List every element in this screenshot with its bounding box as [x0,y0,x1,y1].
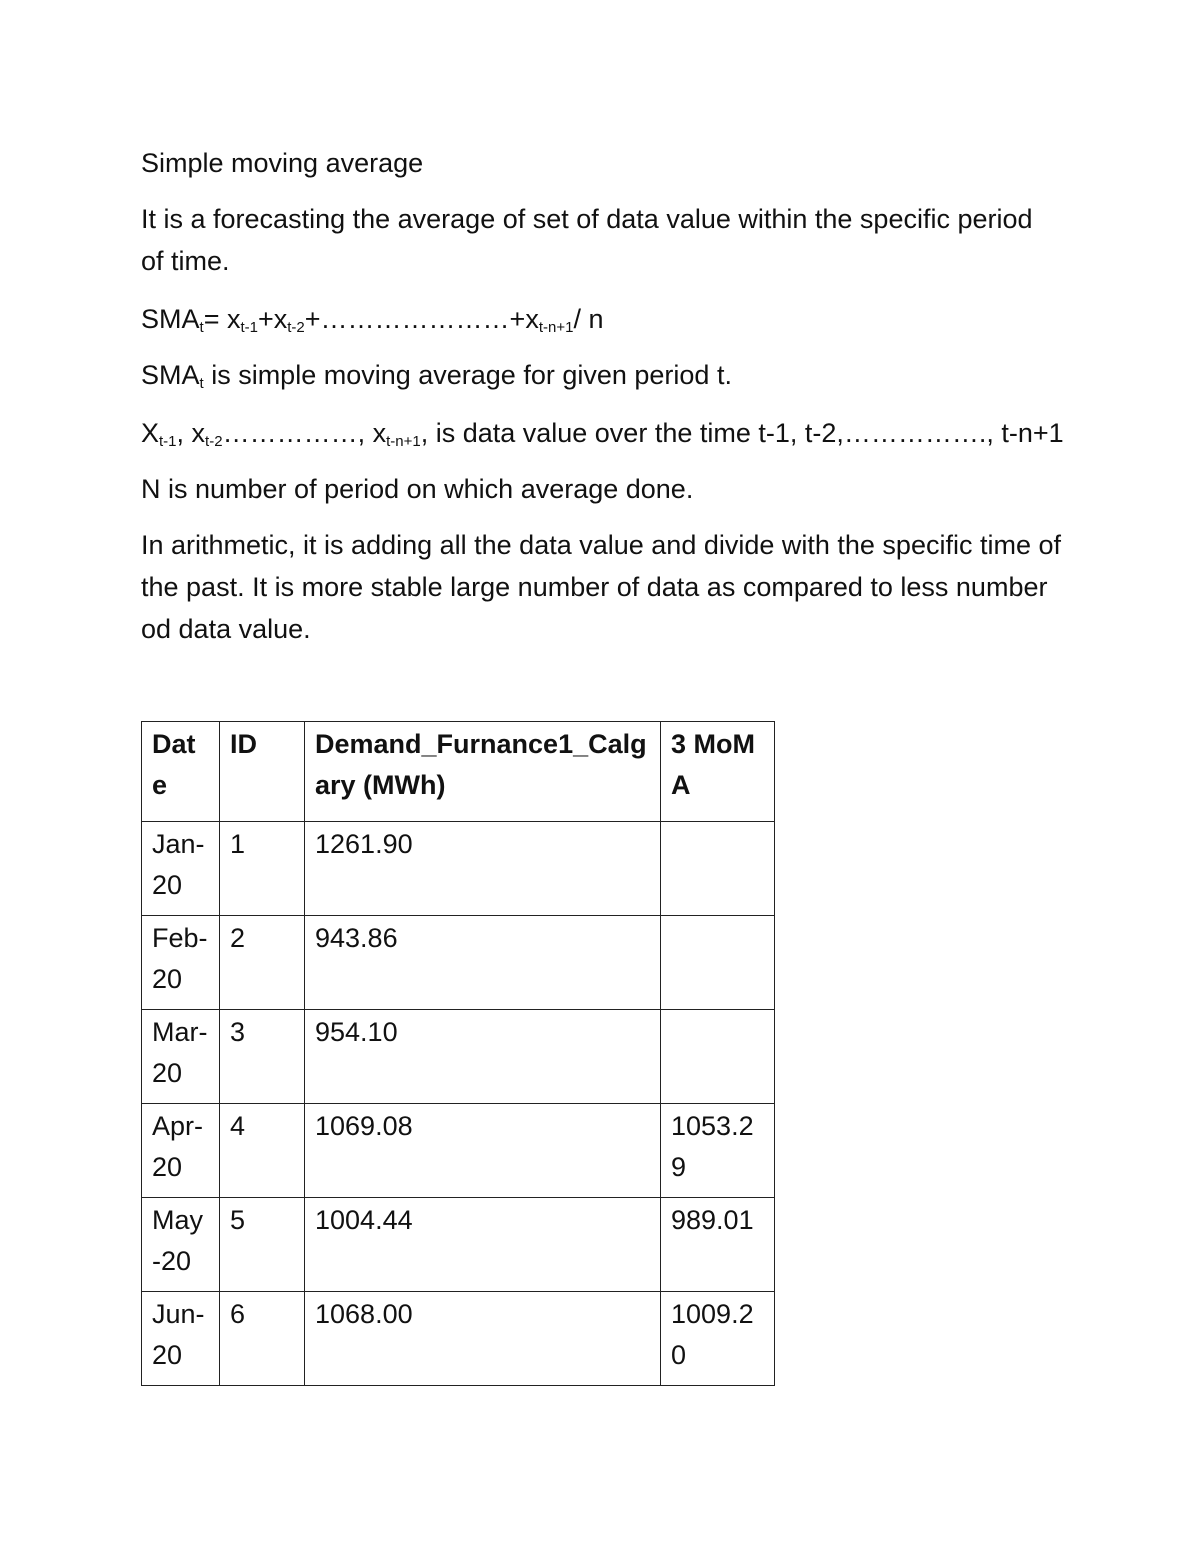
table-row [142,916,775,1010]
sma-lhs: SMA [141,360,200,390]
cell-demand: 1261.90 [305,822,661,916]
x-subscript-2: t-2 [205,433,223,450]
header-moma: 3 MoMA [661,722,775,822]
table-header-row [142,722,775,822]
document-heading: Simple moving average [141,148,424,178]
x-mid-1: , x [176,418,206,448]
formula-subscript-3: t-n+1 [538,319,574,336]
cell-date: May-20 [142,1198,220,1292]
cell-demand: 1068.00 [305,1292,661,1386]
table-row [142,1198,775,1292]
cell-id: 5 [220,1198,305,1292]
cell-moma: 1053.29 [661,1104,775,1198]
cell-demand: 943.86 [305,916,661,1010]
cell-id: 4 [220,1104,305,1198]
formula-eq: = x [203,304,241,334]
cell-date: Apr-20 [142,1104,220,1198]
cell-id: 1 [220,822,305,916]
cell-demand: 1069.08 [305,1104,661,1198]
table-row [142,1292,775,1386]
x-rest: , is data value over the time t-1, t-2,……………., t-n+1 [420,418,1064,448]
formula-tail: / n [573,304,604,334]
x-mid-2: ……………, x [222,418,387,448]
cell-date: Feb-20 [142,916,220,1010]
cell-moma: 989.01 [661,1198,775,1292]
cell-moma [661,1010,775,1104]
table-row [142,1010,775,1104]
table-row [142,822,775,916]
cell-date: Jun-20 [142,1292,220,1386]
table-row [142,1104,775,1198]
formula-plus-1: +x [257,304,288,334]
x-subscript-3: t-n+1 [386,433,421,450]
sma-rest: is simple moving average for given period t. [203,360,732,390]
arithmetic-paragraph: In arithmetic, it is adding all the data value and divide with the specific time of the past. It is more stable large number of data as compared to less number od data value. [141,530,1061,644]
x-definition-line [141,412,1064,454]
cell-moma: 1009.20 [661,1292,775,1386]
formula-subscript-2: t-2 [287,319,305,336]
cell-moma [661,916,775,1010]
sma-formula [141,298,1061,340]
header-demand: Demand_Furnance1_Calgary (MWh) [305,722,661,822]
formula-subscript-1: t-1 [240,319,258,336]
definition-paragraph: It is a forecasting the average of set of data value within the specific period of time. [141,204,1033,276]
cell-demand: 1004.44 [305,1198,661,1292]
header-date: Date [142,722,220,822]
cell-date: Mar-20 [142,1010,220,1104]
demand-table [141,721,775,1386]
cell-id: 2 [220,916,305,1010]
header-id: ID [220,722,305,822]
x-first: X [141,418,160,448]
x-subscript-1: t-1 [159,433,177,450]
formula-dots: +…………………+x [304,304,539,334]
sma-lhs-subscript: t [199,375,204,392]
n-definition-line: N is number of period on which average done. [141,474,694,504]
cell-demand: 954.10 [305,1010,661,1104]
cell-id: 3 [220,1010,305,1104]
cell-id: 6 [220,1292,305,1386]
formula-lhs-subscript: t [199,319,204,336]
cell-date: Jan-20 [142,822,220,916]
formula-lhs: SMA [141,304,200,334]
sma-definition-line [141,354,1061,396]
cell-moma [661,822,775,916]
